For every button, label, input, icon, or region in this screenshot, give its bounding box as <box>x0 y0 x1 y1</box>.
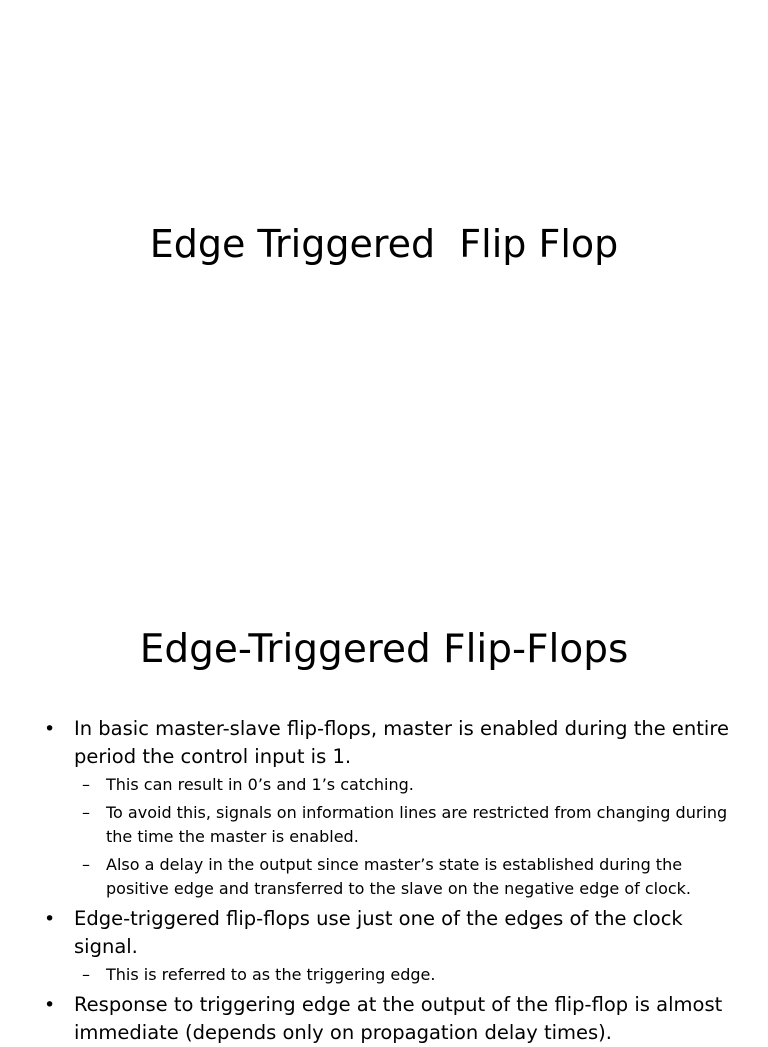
sub-bullet-item <box>44 773 744 797</box>
bullet-item <box>44 715 744 771</box>
sub-bullet-text: To avoid this, signals on information lines are restricted from changing during the time the master is enabled. <box>106 803 728 846</box>
dash-icon: – <box>82 803 90 822</box>
sub-bullet-item <box>44 801 744 849</box>
sub-bullet-item <box>44 853 744 901</box>
sub-bullet-text: This is referred to as the triggering edge. <box>106 965 436 984</box>
sub-bullet-text: This can result in 0’s and 1’s catching. <box>106 775 414 794</box>
dash-icon: – <box>82 775 90 794</box>
sub-bullet-item <box>44 963 744 987</box>
bullet-dot-icon: • <box>44 718 56 740</box>
bullet-dot-icon: • <box>44 994 56 1016</box>
bullet-item <box>44 905 744 961</box>
dash-icon: – <box>82 965 90 984</box>
bullet-text: In basic master-slave flip-flops, master is enabled during the entire period the control input is 1. <box>74 717 729 768</box>
sub-bullet-text: Also a delay in the output since master’s state is established during the positive edge and transferred to the slave on the negative edge of clock. <box>106 855 692 898</box>
slide-2-title: Edge-Triggered Flip-Flops <box>139 627 629 672</box>
bullet-text: Response to triggering edge at the output of the flip-flop is almost immediate (depends only on propagation delay times). <box>74 993 723 1044</box>
bullet-dot-icon: • <box>44 908 56 930</box>
slide-2 <box>0 576 768 1044</box>
dash-icon: – <box>82 855 90 874</box>
slide-2-body <box>44 715 744 1047</box>
bullet-text: Edge-triggered flip-flops use just one of the edges of the clock signal. <box>74 907 683 958</box>
slide-1-title: Edge Triggered Flip Flop <box>149 222 619 266</box>
bullet-item <box>44 991 744 1047</box>
